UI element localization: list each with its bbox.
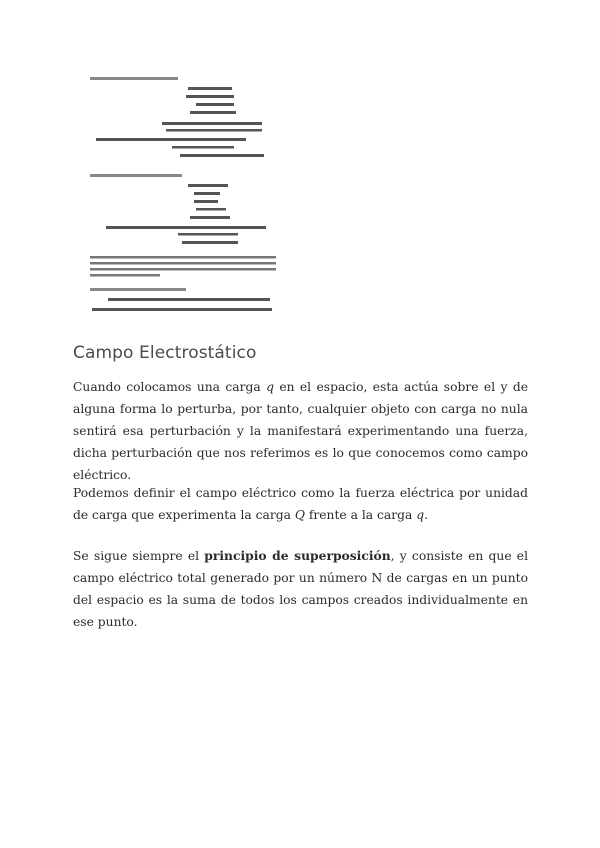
equation-figure-graphic [84,70,284,320]
p2-text-b: frente a la carga [304,508,417,522]
charge-q: q [266,380,274,394]
section-title: Campo Electrostático [73,343,257,363]
paragraph-electric-field-intro [73,376,528,486]
charge-Q: Q [294,508,305,522]
charge-q: q [416,508,425,522]
paragraph-electric-field-definition [73,482,528,526]
p2-text-c: . [424,508,429,522]
p3-text-a: Se sigue siempre el [73,549,205,563]
p2-text-a: Podemos definir el campo eléctrico como la fuerza eléctrica por unidad de carga que experimenta la carga [73,486,528,522]
paragraph-superposition [73,545,528,633]
p1-text-a: Cuando colocamos una carga [73,380,267,394]
p3-text-b: , y consiste en que el campo eléctrico total generado por un número N de cargas en un punto del espacio es la suma de todos los campos creados individualmente en ese punto. [73,549,529,629]
equation-figure [84,70,284,320]
p1-text-b: en el espacio, esta actúa sobre el y de alguna forma lo perturba, por tanto, cualquier objeto con carga no nula sentirá esa perturbación y la manifestará experimentando una fuerza, dicha perturbación que nos referimos es lo que conocemos como campo eléctrico. [73,380,528,482]
superposition-term: principio de superposición [204,548,391,563]
